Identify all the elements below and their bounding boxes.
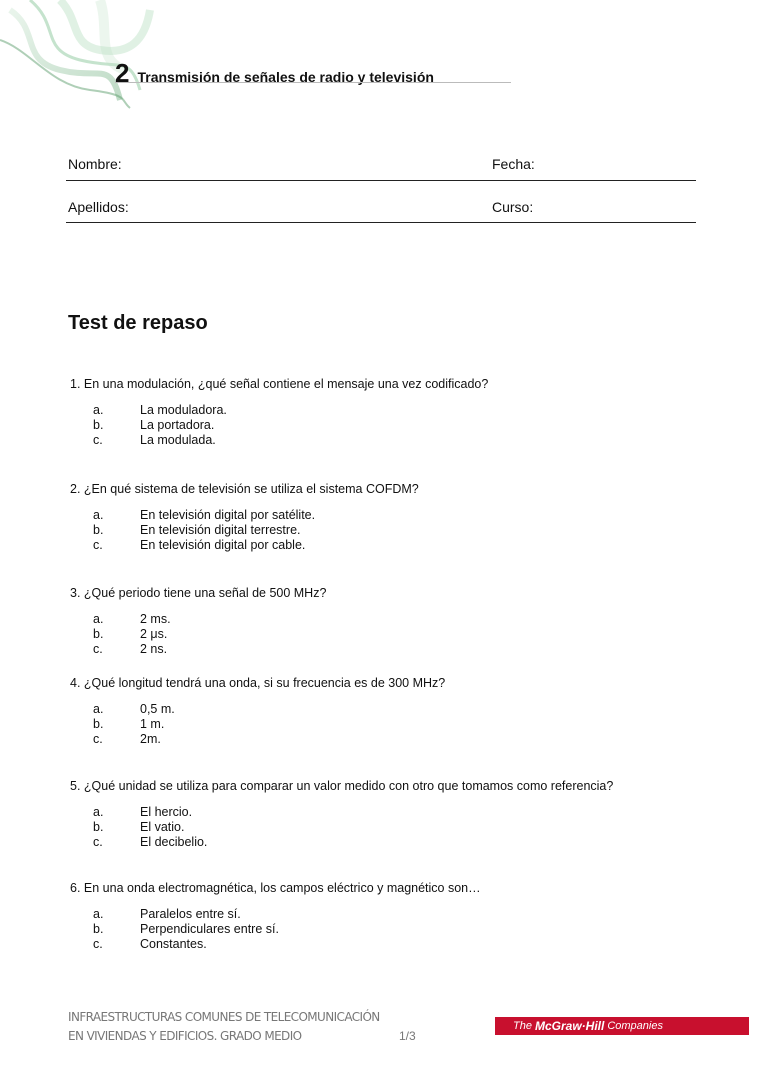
option-text: El vatio. (140, 820, 185, 834)
option-letter: b. (93, 717, 104, 731)
option-item (70, 627, 710, 642)
nombre-label: Nombre: (68, 156, 122, 172)
option-item (70, 523, 710, 538)
fecha-label: Fecha: (492, 156, 535, 172)
question-text: 1. En una modulación, ¿qué señal contiene el mensaje una vez codificado? (70, 377, 489, 391)
option-item (70, 717, 710, 732)
option-letter: c. (93, 538, 103, 552)
option-item (70, 702, 710, 717)
option-letter: a. (93, 403, 104, 417)
option-list (70, 805, 710, 850)
question-text: 2. ¿En qué sistema de televisión se utiliza el sistema COFDM? (70, 482, 419, 496)
option-item (70, 538, 710, 553)
test-title: Test de repaso (68, 312, 208, 334)
option-letter: a. (93, 508, 104, 522)
option-text: La modulada. (140, 433, 216, 447)
option-item (70, 642, 710, 657)
option-letter: b. (93, 523, 104, 537)
option-item (70, 508, 710, 523)
apellidos-line (66, 222, 696, 223)
option-text: 2m. (140, 732, 161, 746)
option-item (70, 922, 710, 937)
option-letter: b. (93, 627, 104, 641)
option-item (70, 433, 710, 448)
nombre-line (66, 180, 696, 181)
option-item (70, 403, 710, 418)
option-item (70, 418, 710, 433)
question-6 (70, 881, 710, 952)
curso-label: Curso: (492, 199, 534, 215)
logo-the: The (513, 1020, 532, 1032)
option-text: El decibelio. (140, 835, 208, 849)
footer-book-title-line2: EN VIVIENDAS Y EDIFICIOS. GRADO MEDIO (68, 1029, 302, 1043)
logo-companies: Companies (607, 1020, 663, 1032)
question-5 (70, 779, 710, 850)
option-letter: a. (93, 702, 104, 716)
option-text: La moduladora. (140, 403, 227, 417)
option-list (70, 508, 710, 553)
option-letter: a. (93, 907, 104, 921)
option-letter: c. (93, 835, 103, 849)
chapter-heading (115, 58, 434, 89)
option-item (70, 907, 710, 922)
question-1 (70, 377, 710, 448)
option-text: Perpendiculares entre sí. (140, 922, 279, 936)
question-text: 6. En una onda electromagnética, los campos eléctrico y magnético son… (70, 881, 481, 895)
option-text: La portadora. (140, 418, 215, 432)
option-item (70, 612, 710, 627)
smoke-decoration-icon (0, 0, 160, 110)
option-text: Paralelos entre sí. (140, 907, 241, 921)
publisher-logo (495, 1017, 749, 1035)
option-text: En televisión digital terrestre. (140, 523, 301, 537)
footer-book-title-line1: INFRAESTRUCTURAS COMUNES DE TELECOMUNICACIÓN (68, 1010, 380, 1024)
option-text: El hercio. (140, 805, 193, 819)
question-4 (70, 676, 710, 747)
option-item (70, 835, 710, 850)
option-letter: c. (93, 937, 103, 951)
option-list (70, 612, 710, 657)
option-item (70, 805, 710, 820)
option-letter: b. (93, 820, 104, 834)
option-letter: c. (93, 433, 103, 447)
chapter-title: Transmisión de señales de radio y televisión (137, 69, 434, 85)
option-letter: c. (93, 642, 103, 656)
option-list (70, 403, 710, 448)
option-text: 2 ms. (140, 612, 171, 626)
option-text: 0,5 m. (140, 702, 175, 716)
question-text: 5. ¿Qué unidad se utiliza para comparar un valor medido con otro que tomamos como referencia? (70, 779, 614, 793)
option-text: En televisión digital por satélite. (140, 508, 316, 522)
option-letter: c. (93, 732, 103, 746)
option-item (70, 937, 710, 952)
option-item (70, 820, 710, 835)
option-text: Constantes. (140, 937, 207, 951)
option-text: 2 ns. (140, 642, 168, 656)
question-text: 4. ¿Qué longitud tendrá una onda, si su frecuencia es de 300 MHz? (70, 676, 446, 690)
question-3 (70, 586, 710, 657)
question-text: 3. ¿Qué periodo tiene una señal de 500 MHz? (70, 586, 327, 600)
option-text: 2 μs. (140, 627, 168, 641)
chapter-divider (115, 82, 511, 83)
option-text: 1 m. (140, 717, 165, 731)
option-item (70, 732, 710, 747)
option-letter: a. (93, 612, 104, 626)
chapter-number: 2 (115, 58, 130, 88)
logo-brand: McGraw·Hill (534, 1019, 605, 1033)
option-letter: b. (93, 418, 104, 432)
option-list (70, 907, 710, 952)
option-text: En televisión digital por cable. (140, 538, 306, 552)
page-number: 1/3 (399, 1029, 416, 1043)
option-list (70, 702, 710, 747)
option-letter: b. (93, 922, 104, 936)
option-letter: a. (93, 805, 104, 819)
question-2 (70, 482, 710, 553)
apellidos-label: Apellidos: (68, 199, 129, 215)
